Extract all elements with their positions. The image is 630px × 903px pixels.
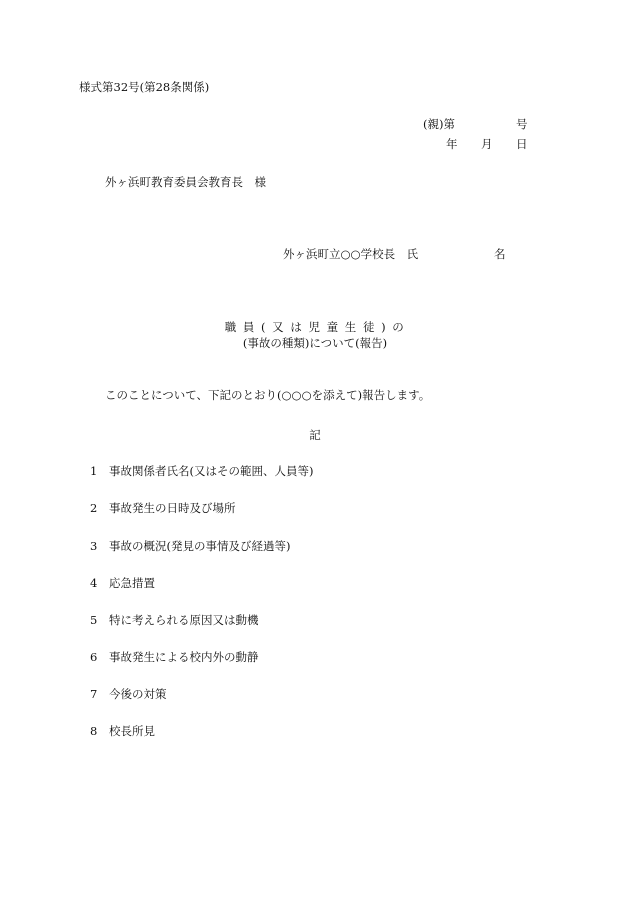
list-item <box>90 578 155 590</box>
addressee: 外ヶ浜町教育委員会教育長 様 <box>105 175 266 189</box>
list-item-number: 2 <box>90 501 98 515</box>
form-label: 様式第32号(第28条関係) <box>79 80 210 94</box>
list-item-text: 応急措置 <box>109 576 155 590</box>
list-item-number: 1 <box>90 464 98 478</box>
list-item <box>90 541 290 553</box>
list-item-number: 3 <box>90 539 98 553</box>
ki-heading: 記 <box>309 428 321 442</box>
document-title-line-2: (事故の種類)について(報告) <box>242 336 388 350</box>
list-item-number: 5 <box>90 613 98 627</box>
document-number-suffix: 号 <box>516 117 528 131</box>
list-item-number: 6 <box>90 650 98 664</box>
list-item-text: 事故関係者氏名(又はその範囲、人員等) <box>109 464 314 478</box>
list-item-text: 特に考えられる原因又は動機 <box>109 613 259 627</box>
list-item-text: 校長所見 <box>109 724 155 738</box>
list-item-number: 4 <box>90 576 98 590</box>
list-item <box>90 503 236 515</box>
list-item-text: 事故発生の日時及び場所 <box>109 501 236 515</box>
list-item-text: 事故の概況(発見の事情及び経過等) <box>109 539 291 553</box>
list-item <box>90 689 167 701</box>
list-item <box>90 726 155 738</box>
sender-name-label: 名 <box>494 247 506 261</box>
date-month-label: 月 <box>481 137 493 151</box>
body-text: このことについて、下記のとおり(○○○を添えて)報告します。 <box>105 388 431 402</box>
list-item-number: 8 <box>90 724 98 738</box>
list-item-text: 今後の対策 <box>109 687 167 701</box>
list-item-number: 7 <box>90 687 98 701</box>
list-item <box>90 466 313 478</box>
document-number-prefix: (親)第 <box>423 117 455 131</box>
document-title-line-1: 職 員 ( 又 は 児 童 生 徒 ) の <box>224 320 406 334</box>
list-item <box>90 615 259 627</box>
list-item <box>90 652 259 664</box>
date-day-label: 日 <box>516 137 528 151</box>
sender-title: 外ヶ浜町立○○学校長 氏 <box>283 247 419 261</box>
date-year-label: 年 <box>446 137 458 151</box>
list-item-text: 事故発生による校内外の動静 <box>109 650 259 664</box>
